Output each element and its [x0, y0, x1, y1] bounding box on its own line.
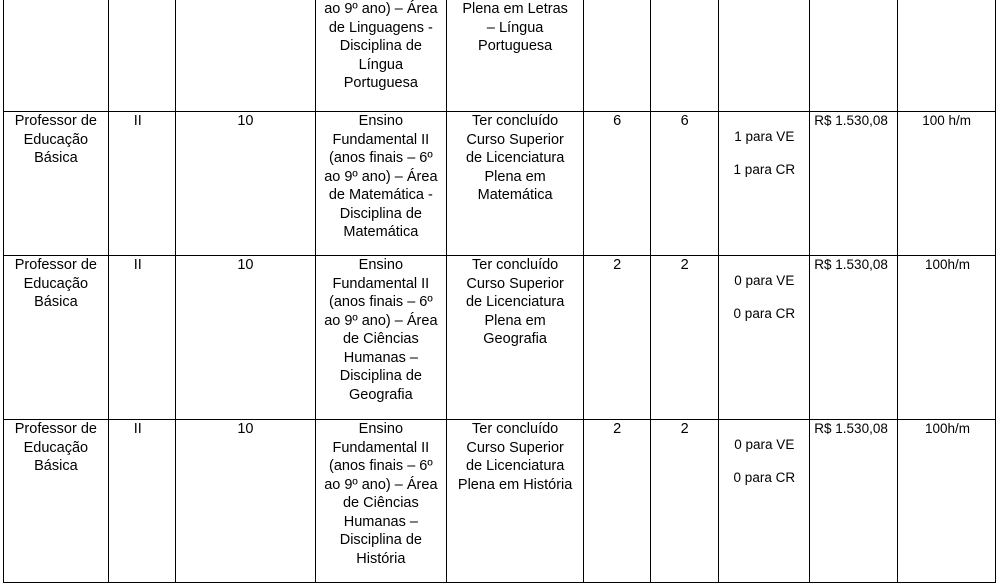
requisito-formacao-cell-line: Curso Superior: [466, 131, 564, 148]
requisito-area-cell-line: Geografia: [349, 386, 413, 403]
requisito-area-cell-line: ao 9º ano) – Área: [324, 312, 438, 329]
vagas-reserva-line: 0 para VE: [734, 273, 795, 288]
nivel-cell: II: [108, 420, 175, 583]
carga-cell: 100h/m: [897, 420, 995, 583]
jornada-cell: 10: [176, 256, 316, 420]
requisito-formacao-cell-line: Plena em: [484, 312, 546, 329]
cargo-cell-line: Professor de: [14, 257, 97, 273]
salario-cell: R$ 1.530,08: [810, 112, 898, 256]
requisito-area-cell-line: de Ciências: [342, 331, 419, 347]
requisito-formacao-cell-line: Plena em Letras: [462, 1, 568, 17]
requisito-area-cell-line: Ensino: [358, 113, 404, 129]
cargo-cell-line: Básica: [34, 458, 78, 474]
table-body: [4, 0, 996, 583]
cargo-cell-line: Básica: [34, 150, 78, 166]
requisito-formacao-cell-line: Ter concluído: [472, 113, 559, 129]
cargo-cell: [4, 256, 109, 420]
requisito-area-cell-line: Fundamental II: [332, 131, 430, 148]
salario-cell: R$ 1.530,08: [810, 256, 898, 420]
requisito-area-cell-line: de Matemática -: [328, 187, 433, 203]
vagas-ampla-cell: [650, 0, 718, 112]
vagas-reserva-line: 1 para VE: [734, 129, 795, 144]
carga-cell: 100h/m: [897, 256, 995, 420]
requisito-area-cell-line: de Linguagens -: [328, 19, 433, 36]
cargo-cell-line: Professor de: [14, 113, 97, 129]
cargo-cell: [4, 112, 109, 256]
carga-cell: [897, 0, 995, 112]
cargo-cell-line: Professor de: [14, 421, 97, 437]
requisito-area-cell-line: ao 9º ano) – Área: [324, 476, 438, 493]
requisito-area-cell-line: Disciplina de: [339, 38, 422, 54]
table-row: [4, 420, 996, 583]
vagas-ampla-cell: 2: [650, 256, 718, 420]
requisito-area-cell: [315, 420, 446, 583]
vagas-reserva-cell: [719, 0, 810, 112]
nivel-cell: II: [108, 112, 175, 256]
table-row: [4, 256, 996, 420]
cargo-cell-line: Educação: [23, 131, 89, 148]
cargo-cell-line: Básica: [34, 294, 78, 310]
requisito-area-cell-line: Disciplina de: [339, 368, 422, 384]
vagas-total-cell: 2: [584, 420, 651, 583]
vagas-ampla-cell: 6: [650, 112, 718, 256]
carga-cell: 100 h/m: [897, 112, 995, 256]
requisito-area-cell: [315, 256, 446, 420]
requisito-area-cell-line: Disciplina de: [339, 532, 422, 548]
salario-cell: [810, 0, 898, 112]
requisito-area-cell: [315, 112, 446, 256]
requisito-area-cell-line: Disciplina de: [339, 205, 422, 222]
jornada-cell: 10: [176, 112, 316, 256]
cargo-cell: [4, 420, 109, 583]
vagas-reserva-cell: [719, 256, 810, 420]
requisito-area-cell-line: ao 9º ano) – Área: [324, 1, 438, 17]
vagas-total-cell: 2: [584, 256, 651, 420]
requisito-formacao-cell-line: Plena em: [484, 168, 546, 185]
requisito-formacao-cell-line: Portuguesa: [478, 38, 553, 54]
vagas-reserva-line: 0 para VE: [734, 437, 795, 452]
cargo-cell: [4, 0, 109, 112]
requisito-area-cell-line: Língua: [358, 56, 404, 73]
requisito-area-cell-line: Humanas –: [343, 349, 418, 366]
requisito-formacao-cell-line: de Licenciatura: [465, 150, 565, 166]
jornada-cell: 10: [176, 420, 316, 583]
cargo-cell-line: Educação: [23, 275, 89, 292]
requisito-area-cell-line: Matemática: [343, 224, 419, 240]
requisito-area-cell-line: (anos finais – 6º: [329, 294, 433, 310]
vagas-reserva-line: 1 para CR: [733, 161, 796, 177]
requisito-area-cell: [315, 0, 446, 112]
requisito-formacao-cell-line: Ter concluído: [472, 421, 559, 437]
requisito-formacao-cell: [446, 256, 584, 420]
requisito-formacao-cell-line: Curso Superior: [466, 275, 564, 292]
requisito-formacao-cell-line: de Licenciatura: [465, 458, 565, 474]
vagas-reserva-line: 0 para CR: [733, 305, 796, 321]
vagas-ampla-cell: 2: [650, 420, 718, 583]
requisito-area-cell-line: Portuguesa: [343, 75, 418, 91]
vagas-reserva-line: 0 para CR: [733, 469, 796, 485]
requisito-formacao-cell-line: Matemática: [477, 187, 553, 203]
requisito-area-cell-line: Ensino: [358, 421, 404, 437]
requisito-formacao-cell-line: Plena em História: [457, 476, 573, 493]
vagas-total-cell: 6: [584, 112, 651, 256]
salario-cell: R$ 1.530,08: [810, 420, 898, 583]
requisito-formacao-cell: [446, 420, 584, 583]
vagas-total-cell: [584, 0, 651, 112]
vagas-reserva-cell: [719, 112, 810, 256]
requisito-formacao-cell: [446, 112, 584, 256]
requisito-area-cell-line: ao 9º ano) – Área: [324, 168, 438, 185]
nivel-cell: [108, 0, 175, 112]
requisito-area-cell-line: História: [356, 550, 406, 567]
requisito-area-cell-line: de Ciências: [342, 495, 419, 511]
positions-table: [3, 0, 996, 583]
nivel-cell: II: [108, 256, 175, 420]
requisito-formacao-cell-line: Geografia: [483, 331, 547, 347]
requisito-area-cell-line: Fundamental II: [332, 439, 430, 456]
vagas-reserva-cell: [719, 420, 810, 583]
jornada-cell: [176, 0, 316, 112]
requisito-formacao-cell-line: de Licenciatura: [465, 294, 565, 310]
requisito-area-cell-line: Fundamental II: [332, 275, 430, 292]
requisito-area-cell-line: (anos finais – 6º: [329, 150, 433, 166]
requisito-area-cell-line: Humanas –: [343, 513, 418, 530]
requisito-formacao-cell-line: – Língua: [486, 19, 544, 36]
requisito-area-cell-line: Ensino: [358, 257, 404, 273]
table-row: [4, 112, 996, 256]
table-row: [4, 0, 996, 112]
requisito-formacao-cell-line: Ter concluído: [472, 257, 559, 273]
requisito-formacao-cell: [446, 0, 584, 112]
cargo-cell-line: Educação: [23, 439, 89, 456]
requisito-formacao-cell-line: Curso Superior: [466, 439, 564, 456]
requisito-area-cell-line: (anos finais – 6º: [329, 458, 433, 474]
